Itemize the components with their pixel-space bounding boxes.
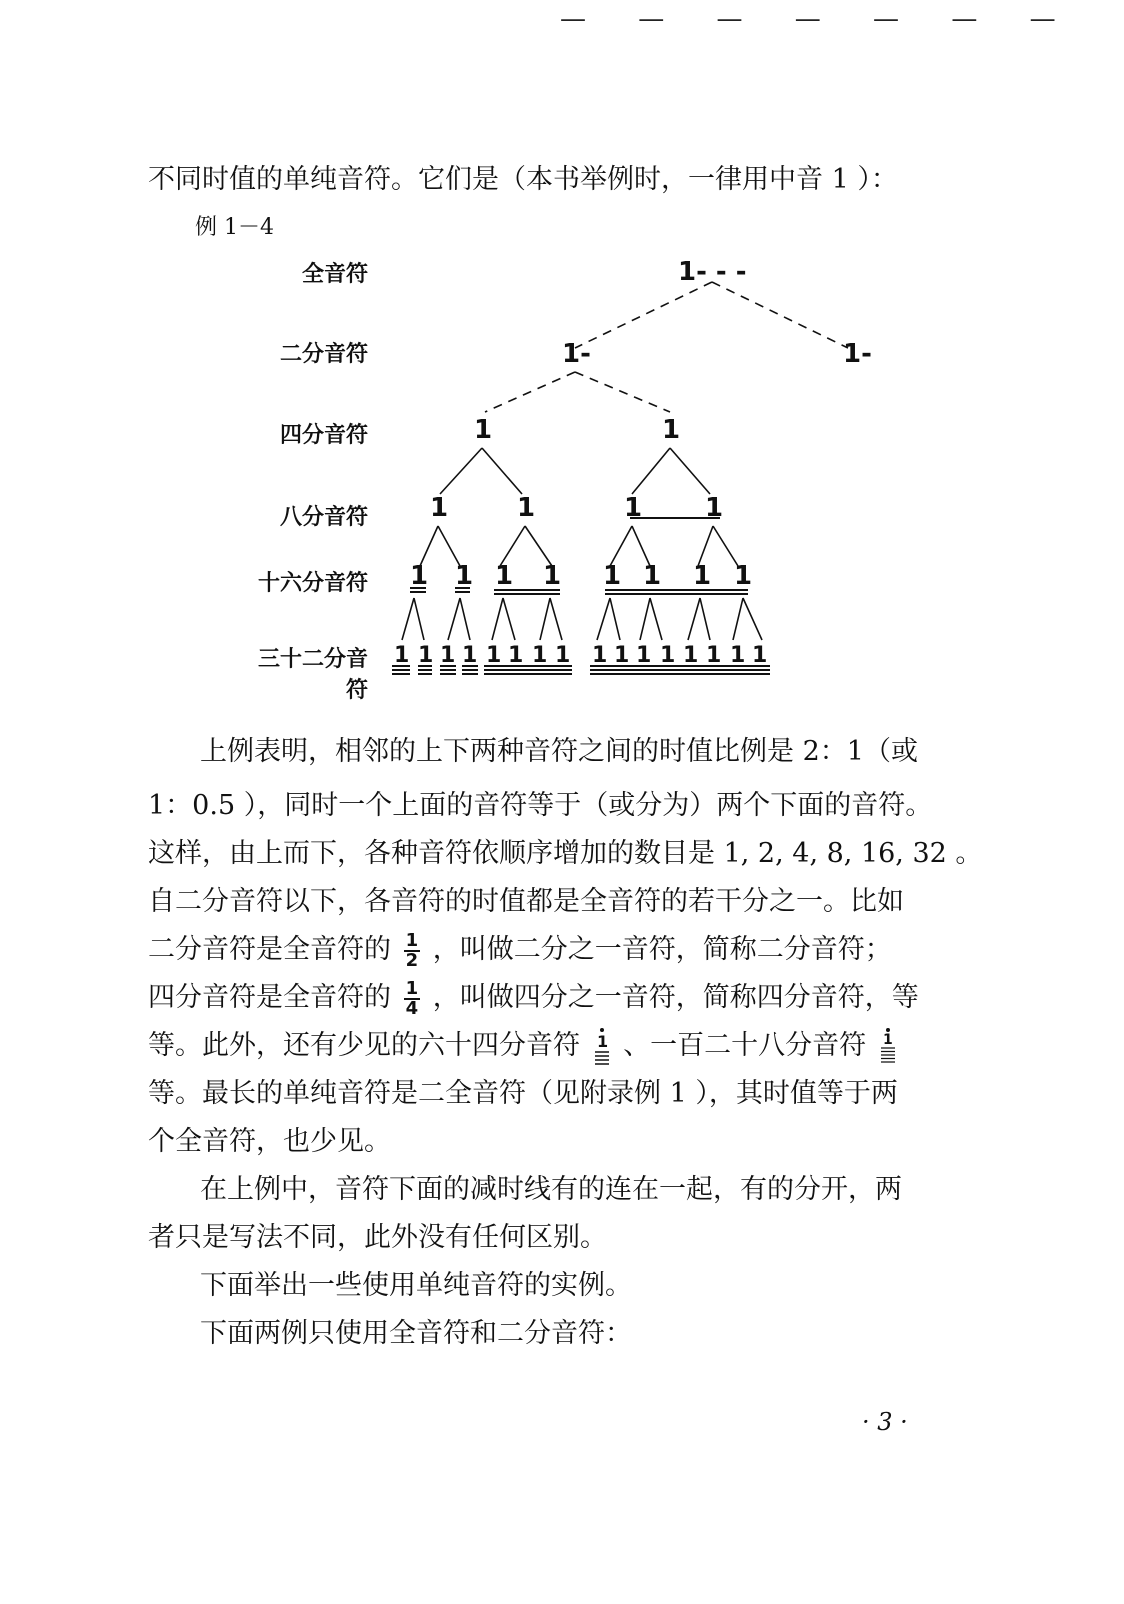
para-4: 下面两例只使用全音符和二分音符： xyxy=(200,1318,632,1349)
svg-text:1: 1 xyxy=(752,643,768,668)
svg-text:1: 1 xyxy=(418,643,434,668)
note-sixteenth: 1 xyxy=(543,561,562,591)
row-label-thirtysecond: 三十二分音符 xyxy=(257,646,368,703)
para-1-line-3: 这样，由上而下，各种音符依顺序增加的数目是 1, 2, 4, 8, 16, 32 。 xyxy=(148,838,983,869)
svg-text:1: 1 xyxy=(882,1031,893,1048)
rare-text-a: 等。此外，还有少见的六十四分音符 xyxy=(148,1030,580,1061)
para-1-line-8: 等。最长的单纯音符是二全音符（见附录例 1 ），其时值等于两 xyxy=(148,1078,898,1109)
fraction-quarter: $\frac{1}{4}$ xyxy=(405,977,419,1019)
svg-text:1: 1 xyxy=(592,643,608,668)
svg-text:1: 1 xyxy=(555,643,571,668)
svg-text:1: 1 xyxy=(508,643,524,668)
note-sixteenth: 1 xyxy=(495,561,514,591)
note-eighth-3: 1 xyxy=(624,493,643,523)
svg-text:1: 1 xyxy=(462,643,478,668)
note-sixteenth: 1 xyxy=(643,561,662,591)
row-label-half: 二分音符 xyxy=(279,341,368,367)
para-3: 下面举出一些使用单纯音符的实例。 xyxy=(200,1270,632,1301)
svg-text:1: 1 xyxy=(706,643,722,668)
para-2-line-2: 者只是写法不同，此外没有任何区别。 xyxy=(148,1222,607,1253)
svg-text:1: 1 xyxy=(486,643,502,668)
note-sixteenth: 1 xyxy=(734,561,753,591)
para-1-line-7 xyxy=(148,1022,948,1070)
quarter-text-b: ，叫做四分之一音符，简称四分音符，等 xyxy=(432,982,919,1013)
para-1-line-5 xyxy=(148,926,948,974)
row-label-eighth: 八分音符 xyxy=(279,504,368,530)
svg-text:1: 1 xyxy=(394,643,410,668)
note-quarter-1: 1 xyxy=(474,415,493,445)
note-sixteenth: 1 xyxy=(410,561,429,591)
para-1-line-9: 个全音符，也少见。 xyxy=(148,1126,391,1157)
note-quarter-2: 1 xyxy=(662,415,681,445)
note-eighth-1: 1 xyxy=(430,493,449,523)
hundred-twenty-eighth-note-glyph xyxy=(879,1027,897,1067)
quarter-text-a: 四分音符是全音符的 xyxy=(148,982,391,1013)
svg-text:1: 1 xyxy=(683,643,699,668)
svg-text:1: 1 xyxy=(660,643,676,668)
svg-text:1: 1 xyxy=(614,643,630,668)
half-text-b: ，叫做二分之一音符，简称二分音符； xyxy=(432,934,892,965)
note-division-tree xyxy=(0,0,1124,720)
header-rule: — — — — — — — xyxy=(560,4,1078,34)
fraction-half: $\frac{1}{2}$ xyxy=(405,929,419,971)
note-eighth-4: 1 xyxy=(705,493,724,523)
intro-text: 不同时值的单纯音符。它们是（本书举例时，一律用中音 1 ）： xyxy=(148,164,898,195)
svg-text:1: 1 xyxy=(730,643,746,668)
note-half-2: 1- xyxy=(843,339,872,369)
svg-text:1: 1 xyxy=(636,643,652,668)
row-label-whole: 全音符 xyxy=(301,261,368,287)
note-half-1: 1- xyxy=(562,339,591,369)
para-1-line-2: 1：0.5 ），同时一个上面的音符等于（或分为）两个下面的音符。 xyxy=(148,790,933,821)
para-1-line-4: 自二分音符以下，各音符的时值都是全音符的若干分之一。比如 xyxy=(148,886,904,917)
svg-text:1: 1 xyxy=(596,1031,608,1051)
svg-text:1: 1 xyxy=(532,643,548,668)
rare-text-b: 、一百二十八分音符 xyxy=(623,1030,867,1061)
example-label: 例 1－4 xyxy=(195,215,274,240)
note-eighth-2: 1 xyxy=(517,493,536,523)
svg-text:1: 1 xyxy=(440,643,456,668)
note-whole: 1- - - xyxy=(678,257,747,287)
row-label-sixteenth: 十六分音符 xyxy=(257,570,368,596)
sixtyfourth-note-glyph xyxy=(593,1027,611,1067)
para-2-line-1: 在上例中，音符下面的减时线有的连在一起，有的分开，两 xyxy=(200,1174,902,1205)
para-1-line-6 xyxy=(148,974,948,1022)
row-label-quarter: 四分音符 xyxy=(279,422,368,448)
note-sixteenth: 1 xyxy=(603,561,622,591)
para-1-line-1: 上例表明，相邻的上下两种音符之间的时值比例是 2：1（或 xyxy=(200,736,918,767)
half-text-a: 二分音符是全音符的 xyxy=(148,934,391,965)
note-sixteenth: 1 xyxy=(693,561,712,591)
page-number: · 3 · xyxy=(862,1408,908,1436)
note-sixteenth: 1 xyxy=(455,561,474,591)
